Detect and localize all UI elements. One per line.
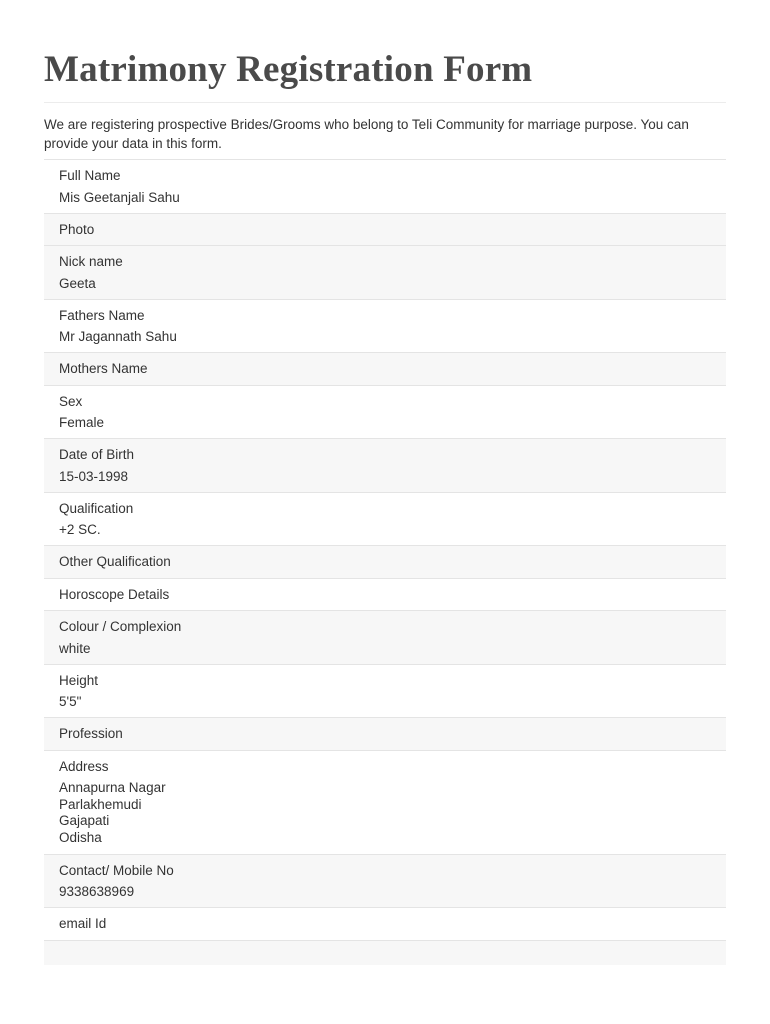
field-value: 5'5" (59, 694, 82, 709)
form-page (44, 0, 726, 965)
field-nick-name (44, 246, 726, 300)
field-label: Profession (59, 726, 123, 741)
form-footer-block (44, 941, 726, 965)
field-email-id (44, 908, 726, 941)
page-title: Matrimony Registration Form (44, 49, 533, 90)
field-colour-complexion (44, 611, 726, 665)
field-contact-mobile (44, 855, 726, 909)
field-value: Female (59, 415, 105, 430)
form-intro-text: We are registering prospective Brides/Grooms who belong to Teli Community for marriage purpose. You can provide your data in this form. (44, 117, 689, 151)
field-value: +2 SC. (59, 522, 101, 537)
field-other-qualification (44, 546, 726, 579)
field-label: Date of Birth (59, 447, 135, 462)
field-label: Full Name (59, 168, 121, 183)
field-fathers-name (44, 300, 726, 354)
field-label: Fathers Name (59, 307, 145, 323)
field-label: Mothers Name (59, 361, 148, 376)
address-lines (59, 780, 711, 846)
field-value: Mis Geetanjali Sahu (59, 189, 180, 205)
field-value: white (59, 640, 91, 656)
field-label: Contact/ Mobile No (59, 862, 174, 878)
field-height (44, 665, 726, 719)
field-profession (44, 718, 726, 751)
field-mothers-name (44, 353, 726, 386)
field-label: Nick name (59, 254, 123, 269)
field-photo (44, 214, 726, 247)
field-date-of-birth (44, 439, 726, 493)
field-value: Mr Jagannath Sahu (59, 329, 177, 344)
field-label: Colour / Complexion (59, 619, 182, 634)
field-label: email Id (59, 916, 107, 931)
address-line: Odisha (59, 829, 102, 845)
address-line: Annapurna Nagar (59, 780, 166, 795)
field-label: Sex (59, 393, 83, 409)
address-line: Gajapati (59, 813, 110, 828)
field-value: 15-03-1998 (59, 468, 129, 484)
field-label: Qualification (59, 500, 134, 516)
field-qualification (44, 493, 726, 547)
field-address (44, 751, 726, 855)
field-label: Horoscope Details (59, 586, 170, 602)
form-fields-list (44, 159, 726, 941)
field-sex (44, 386, 726, 440)
field-label: Other Qualification (59, 554, 171, 569)
address-line: Parlakhemudi (59, 796, 142, 812)
field-label: Address (59, 758, 109, 774)
field-full-name (44, 160, 726, 214)
field-horoscope-details (44, 579, 726, 612)
field-value: Geeta (59, 275, 96, 291)
field-value: 9338638969 (59, 884, 135, 899)
field-label: Photo (59, 221, 95, 237)
field-label: Height (59, 672, 99, 688)
